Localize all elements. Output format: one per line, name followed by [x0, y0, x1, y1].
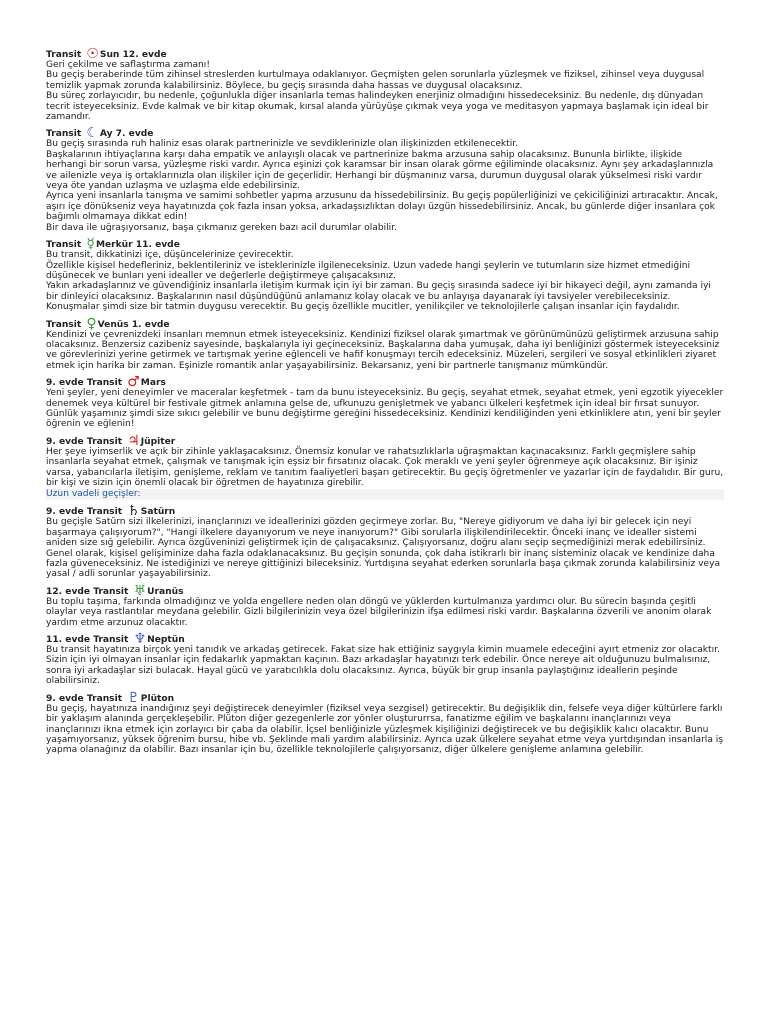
transit-heading — [46, 125, 724, 142]
transit-paragraph: Yakın arkadaşlarınız ve güvendiğiniz insanlarla iletişim kurmak için iyi bir zaman. Bu geçiş sırasında sadece iyi bir hikayeci değil, aynı zamanda iyi bir dinleyici olacaksınız. Başkalarının nasıl düşündüğünü anlamanız kolay olacak ve bu anlayışa dayanarak iyi tavsiyeler verebileceksiniz. Konuşmalar şimdi size bir tatmin duygusu verecektir. Bu geçiş özellikle mucitler, yenilikçiler ve teknolojilerle çalışan insanlar için faydalıdır. — [46, 281, 711, 313]
transit-heading-prefix: 11. evde Transit — [46, 635, 132, 646]
transit-heading-planet: Uranüs — [147, 586, 184, 597]
transit-list-short-term — [46, 48, 724, 488]
transit-heading-prefix: 12. evde Transit — [46, 586, 132, 597]
transit-heading — [46, 582, 724, 599]
transit-paragraph: Ayrıca yeni insanlarla tanışma ve samimi sohbetler yapma arzusunu da hissedebilirsiniz. Bu geçiş popülerliğinizi ve çekiciliğinizi artıracaktır. Ancak, aşırı içe dönükseniz veya hayatınızda çok fazla insan yoksa, arkadaşsızlıktan dolayı üzgün hissedebilirsiniz. Ancak, bu günlerde diğer insanlara çok bağımlı olmamaya dikkat edin! — [46, 191, 718, 223]
transit-section — [46, 376, 724, 430]
transit-heading-prefix: 9. evde Transit — [46, 378, 126, 389]
transit-section — [46, 505, 724, 579]
transit-section — [46, 689, 724, 756]
transit-paragraph: Her şeye iyimserlik ve açık bir zihinle yaklaşacaksınız. Önemsiz konular ve rahatsızlıklarla uğraşmaktan kaçınacaksınız. Farklı geçmişlere sahip insanlarla seyahat etmek, çalışmak ve tanışmak için eşsiz bir fırsatınız olacak. Çok meraklı ve yeni şeyler öğrenmeye açık olacaksınız. Bir işiniz varsa, yabancılarla iletişim, genişleme, reklam ve tanıtım faaliyetleri başarı getirecektir. Bu geçiş öğretmenler ve yazarlar için de faydalıdır. Bir guru, bir kişi ve sizin için önemli olacak bir öğretmen de hayatınıza girebilir. — [46, 446, 724, 488]
sun-icon: ☉ — [86, 46, 99, 62]
transit-heading-prefix: 9. evde Transit — [46, 436, 126, 447]
transit-heading-prefix: Transit — [46, 50, 85, 60]
mars-icon: ♂ — [127, 374, 140, 391]
transit-section — [46, 315, 724, 372]
transit-heading — [46, 503, 724, 520]
transit-paragraph: Bu süreç zorlayıcıdır, bu nedenle, çoğunlukla diğer insanlarla temas halindeyken enerjiniz olmadığını hissedeceksiniz. Bu nedenle, dış dünyadan tecrit isteyeceksiniz. Evde kalmak ve bir kitap okumak, kırsal alanda yürüyüşe çıkmak veya yoga ve meditasyon yapmaya başlamak için ideal bir zamandır. — [46, 91, 709, 123]
transit-heading-prefix: Transit — [46, 129, 85, 140]
transit-heading-planet: Neptün — [147, 635, 185, 646]
transit-heading-planet: Plüton — [140, 693, 175, 704]
transit-heading-planet: Satürn — [140, 507, 176, 518]
transit-paragraph: Bu toplu taşıma, farkında olmadığınız ve yolda engellere neden olan döngü ve yüklerden kurtulmanıza yardımcı olur. Bu sürecin başında çeşitli olaylar veya rastlantılar meydana gelebilir. Gizli bilgilerinizin veya özel bilgilerinizin ifşa edilmesi riski vardır. Başkalarına özverili ve anonim olarak yardım etme arzunuz olacaktır. — [46, 596, 712, 628]
transit-heading-planet: Ay 7. evde — [99, 129, 154, 140]
transit-heading-prefix: Transit — [46, 240, 85, 251]
transit-paragraph: Bu geçiş beraberinde tüm zihinsel streslerden kurtulmaya odaklanıyor. Geçmişten gelen sorunlarla yüzleşmek ve fiziksel, zihinsel veya duygusal temizlik yapmak zorunda kalabilirsiniz. Böylece, bu geçiş sırasında daha hassas ve duygusal olacaksınız. — [46, 70, 705, 91]
venus-icon: ♀ — [86, 315, 97, 332]
transit-section — [46, 127, 724, 233]
transit-paragraph: Bir dava ile uğraşıyorsanız, başa çıkmanız gereken bazı acil durumlar olabilir. — [46, 222, 397, 233]
transit-paragraph: Bu geçişle Satürn sizi ilkelerinizi, inançlarınızı ve ideallerinizi gözden geçirmeye zorlar. Bu, "Nereye gidiyorum ve daha iyi bir gelecek için neyi başarmaya çalışıyorum?", "Hangi ilkelere dayanıyorum ve neye inanıyorum?" Gibi sorularla ilişkilendirilecektir. Önceki inanç ve idealler sistemi aniden size sığ gelebilir. Ayrıca özgüveninizi geliştirmek için de çalışacaksınız. Çalışıyorsanız, doğru alanı seçip seçmediğinizi merak edebilirsiniz. Genel olarak, kişisel gelişiminize daha fazla odaklanacaksınız. Bu geçişin sonunda, çok daha istikrarlı bir inanç sisteminiz olacak ve kendinize daha fazla güveneceksiniz. Ne istediğinizi ve nereye gittiğinizi bileceksiniz. Yurtdışına seyahat ederken sorunlarla başa çıkmak zorunda kalabilirsiniz veya yasal / adli sorunlar yaşayabilirsiniz. — [46, 517, 721, 580]
transit-list-long-term — [46, 505, 724, 755]
pluto-icon: ♇ — [127, 689, 140, 706]
moon-icon: ☾ — [86, 125, 99, 142]
transit-heading — [46, 432, 724, 449]
transit-section — [46, 48, 724, 122]
transit-heading-planet: Venüs 1. evde — [97, 319, 170, 330]
document-body — [46, 43, 724, 756]
transit-heading-prefix: Transit — [46, 319, 85, 330]
transit-section — [46, 582, 724, 628]
transit-paragraph: Bu transit hayatınıza birçok yeni tanıdık ve arkadaş getirecek. Fakat size hak ettiğiniz saygıyla kimin muamele edeceğini ayırt etmeniz zor olacaktır. Sizin için iyi olmayan insanlar için fedakarlık yapmaktan kaçının. Bazı arkadaşlar hayatınızı terk edebilir. Önce nereye ait olduğunuzu bulmalısınız, sonra iyi arkadaşlar sizi bulacak. Hayal gücü ve yaratıcılıkla dolu olacaksınız. Ayrıca, büyük bir grup insanla paylaştığınız ideallerin peşinde olabilirsiniz. — [46, 645, 720, 687]
long-term-transits-link[interactable]: Uzun vadeli geçişler: — [46, 489, 724, 500]
transit-paragraph: Bu geçiş, hayatınıza inandığınız şeyi değiştirecek deneyimler (fiziksel veya sezgisel) getirecektir. Bu değişiklik din, felsefe veya diğer kültürlere farklı bir yaklaşım alanında gerçekleşebilir. Plüton diğer gezegenlerle zor yönler oluştururrsa, fanatizme eğilim ve başkalarını inançlarınızı veya inançlarınızı ikna etmek için zorlayıcı bir çaba da olabilir. İçsel benliğinizle yüzleşmek kişiliğinizi değiştirecek ve bu değişiklik kalıcı olacaktır. Bunu yaşamıyorsanız, yüksek öğrenim bursu, hibe vb. Şeklinde mali yardım alabilirsiniz. Ayrıca uzak ülkelere seyahat etme veya yurtdışından insanlarla iş yapma olanağınız da olabilir. Bazı insanlar için bu, özellikle teknolojilerle çalışıyorsanız, diğer ülkelere genişleme anlamına gelebilir. — [46, 703, 724, 756]
transit-heading — [46, 236, 724, 253]
transit-heading-planet: Sun 12. evde — [99, 50, 167, 60]
transit-paragraph: Özellikle kişisel hedefleriniz, beklentileriniz ve isteklerinizle ilgileneceksiniz. Uzun vadede hangi şeylerin ve tutumların size hizmet etmediğini düşünecek ve bunları yeni idealler ve değerlerle değiştirmeye çalışacaksınız. — [46, 260, 690, 281]
neptune-icon: ♆ — [133, 631, 147, 648]
transit-heading-planet: Mars — [140, 378, 166, 389]
jupiter-icon: ♃ — [127, 432, 140, 449]
transit-heading-prefix: 9. evde Transit — [46, 693, 126, 704]
transit-heading — [46, 315, 724, 332]
transit-heading — [46, 631, 724, 648]
transit-heading-planet: Merkür 11. evde — [95, 240, 180, 251]
transit-paragraph: Başkalarının ihtiyaçlarına karşı daha empatik ve anlayışlı olacak ve partnerinize bakma arzusuna sahip olacaksınız. Bununla birlikte, ilişkide herhangi bir sorun varsa, yüzleşme riski vardır. Ayrıca eşinizi çok karamsar bir insan olarak görme eğiliminde olacaksınız. Aynı şey arkadaşlarınızla ve ailenizle veya iş ortaklarınızla olan ilişkiler için de geçerlidir. Herhangi bir düşmanınız varsa, durumun duygusal olarak yükselmesi riski vardır veya öte yandan uzlaşma ve uzlaşma elde edebilirsiniz. — [46, 149, 714, 192]
transit-heading — [46, 689, 724, 706]
transit-heading-planet: Jüpiter — [140, 436, 176, 447]
transit-paragraph: Kendinizi ve çevrenizdeki insanları memnun etmek isteyeceksiniz. Kendinizi fiziksel olarak şımartmak ve görünümünüzü geliştirmek arzusuna sahip olacaksınız. Benzersiz cazibeniz sayesinde, başkalarıyla iyi geçineceksiniz. Başkalarına daha yumuşak, daha iyi benliğinizi göstermek isteyeceksiniz ve görevlerinizi yerine getirmek ve tartışmak yerine eğlenceli ve hafif konuşmayı tercih edeceksiniz. Müzeleri, sergileri ve sosyal etkinlikleri ziyaret etmek için harika bir zaman. Eşinizle romantik anlar yaşayabilirsiniz. Bekarsanız, yeni bir partnerle tanışmanız mümkündür. — [46, 329, 720, 371]
transit-section — [46, 432, 724, 489]
transit-paragraph: Geri çekilme ve saflaştırma zamanı! — [46, 60, 210, 70]
saturn-icon: ♄ — [127, 503, 140, 520]
transit-paragraph: Yeni şeyler, yeni deneyimler ve maceralar keşfetmek - tam da bunu isteyeceksiniz. Bu geçiş, seyahat etmek, seyahat etmek, yeni egzotik yiyecekler denemek veya kültürel bir festivale gitmek anlamına gelse de, ufkunuzu genişletmek ve yabancı ülkeleri keşfetmek için ideal bir fırsat sunuyor. Günlük yaşamınız şimdi size sıkıcı gelebilir ve bunu değiştirme gereğini hissedeceksiniz. Kendinizi kendiliğinden yeni etkinliklere atın, yeni bir şeyler öğrenin ve eğlenin! — [46, 388, 724, 430]
uranus-icon: ♅ — [133, 582, 147, 599]
transit-heading-prefix: 9. evde Transit — [46, 507, 126, 518]
transit-heading — [46, 48, 724, 60]
transit-section — [46, 238, 724, 312]
transit-section — [46, 633, 724, 687]
transit-heading — [46, 374, 724, 391]
mercury-icon: ☿ — [86, 236, 95, 253]
transit-paragraph: Bu geçiş sırasında ruh haliniz esas olarak partnerinizle ve sevdiklerinizle olan ilişkinizden etkilenecektir. — [46, 139, 519, 150]
transit-paragraph: Bu transit, dikkatinizi içe, düşüncelerinize çevirecektir. — [46, 250, 294, 261]
